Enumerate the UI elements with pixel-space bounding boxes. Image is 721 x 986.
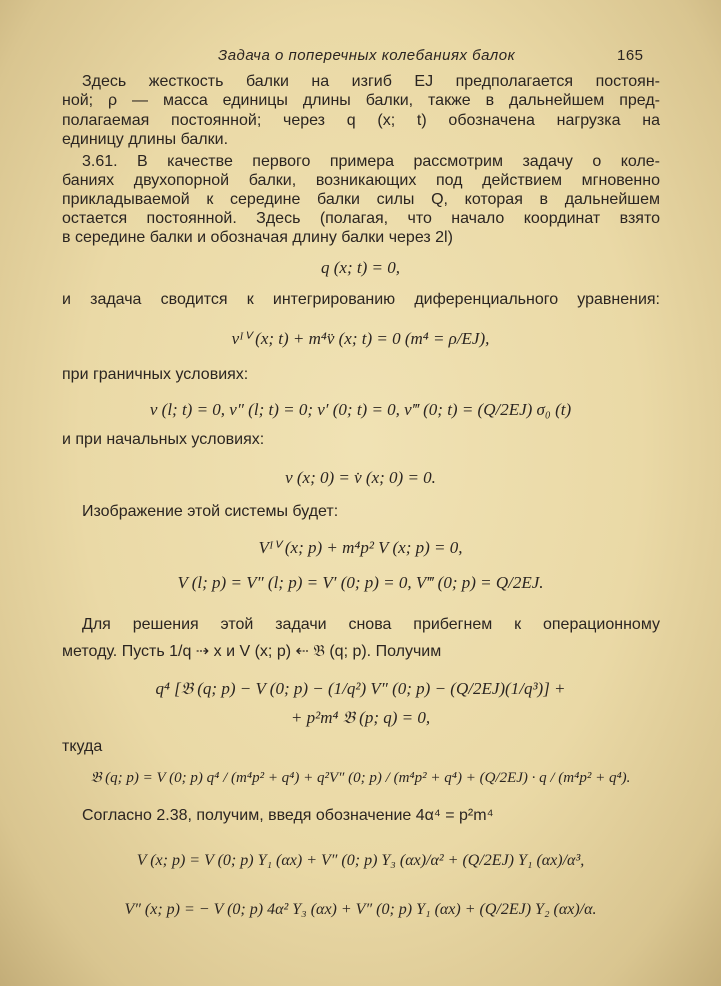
equation: 𝔅 (q; p) = V (0; p) q⁴ / (m⁴p² + q⁴) + q²V″ (0; p) / (m⁴p² + q⁴) + (Q/2EJ) · q / (m⁴p² + q⁴). [90,770,631,786]
equation: Vᴵⱽ (x; p) + m⁴p² V (x; p) = 0, [258,538,463,557]
equation: q (x; t) = 0, [321,258,400,277]
equation: v (l; t) = 0, v″ (l; t) = 0; v′ (0; t) = 0, v‴ (0; t) = (Q/2EJ) σ₀ (t) [149,400,572,419]
text-line: единицу длины балки. [62,131,229,148]
text-line: при граничных условиях: [62,366,249,383]
text-line: баниях двухопорной балки, возникающих под действием мгновенно [62,172,660,189]
text-line: Здесь жесткость балки на изгиб EJ предполагается постоян- [82,73,660,90]
text-line: и задача сводится к интегрированию диференциального уравнения: [62,291,660,308]
text-line: Для решения этой задачи снова прибегнем к операционному [82,616,660,633]
text-line: остается постоянной. Здесь (полагая, что начало координат взято [62,210,660,227]
text-line: методу. Пусть 1/q ⇢ x и V (x; p) ⇠ 𝔅 (q; p). Получим [62,643,442,660]
text-line: полагаемая постоянной; через q (x; t) обозначена нагрузка на [62,112,660,129]
page-number: 165 [617,47,644,64]
text-line: Изображение этой системы будет: [82,503,339,520]
text-line: в середине балки и обозначая длину балки через 2l) [62,229,453,246]
running-header: Задача о поперечных колебаниях балок [218,47,516,64]
equation: q⁴ [𝔅 (q; p) − V (0; p) − (1/q²) V″ (0; p) − (Q/2EJ)(1/q³)] + [155,679,566,698]
text-line: 3.61. В качестве первого примера рассмотрим задачу о коле- [82,153,660,170]
equation: v (x; 0) = v̇ (x; 0) = 0. [285,468,436,487]
equation: vᴵⱽ (x; t) + m⁴v̈ (x; t) = 0 (m⁴ = ρ/EJ), [231,329,490,348]
text-line: ной; ρ — масса единицы длины балки, также в дальнейшем пред- [62,92,660,109]
equation: V (l; p) = V″ (l; p) = V′ (0; p) = 0, V‴ (0; p) = Q/2EJ. [177,573,544,592]
text-line: ткуда [62,738,103,755]
text-line: Согласно 2.38, получим, введя обозначение 4α⁴ = p²m⁴ [82,807,494,824]
equation: V (x; p) = V (0; p) Y₁ (αx) + V″ (0; p) Y₃ (αx)/α² + (Q/2EJ) Y₁ (αx)/α³, [136,852,585,869]
text-line: прикладываемой к середине балки силы Q, которая в дальнейшем [62,191,660,208]
text-line: и при начальных условиях: [62,431,265,448]
equation: V″ (x; p) = − V (0; p) 4α² Y₃ (αx) + V″ (0; p) Y₁ (αx) + (Q/2EJ) Y₂ (αx)/α. [124,901,597,918]
equation: + p²m⁴ 𝔅 (p; q) = 0, [290,708,431,727]
